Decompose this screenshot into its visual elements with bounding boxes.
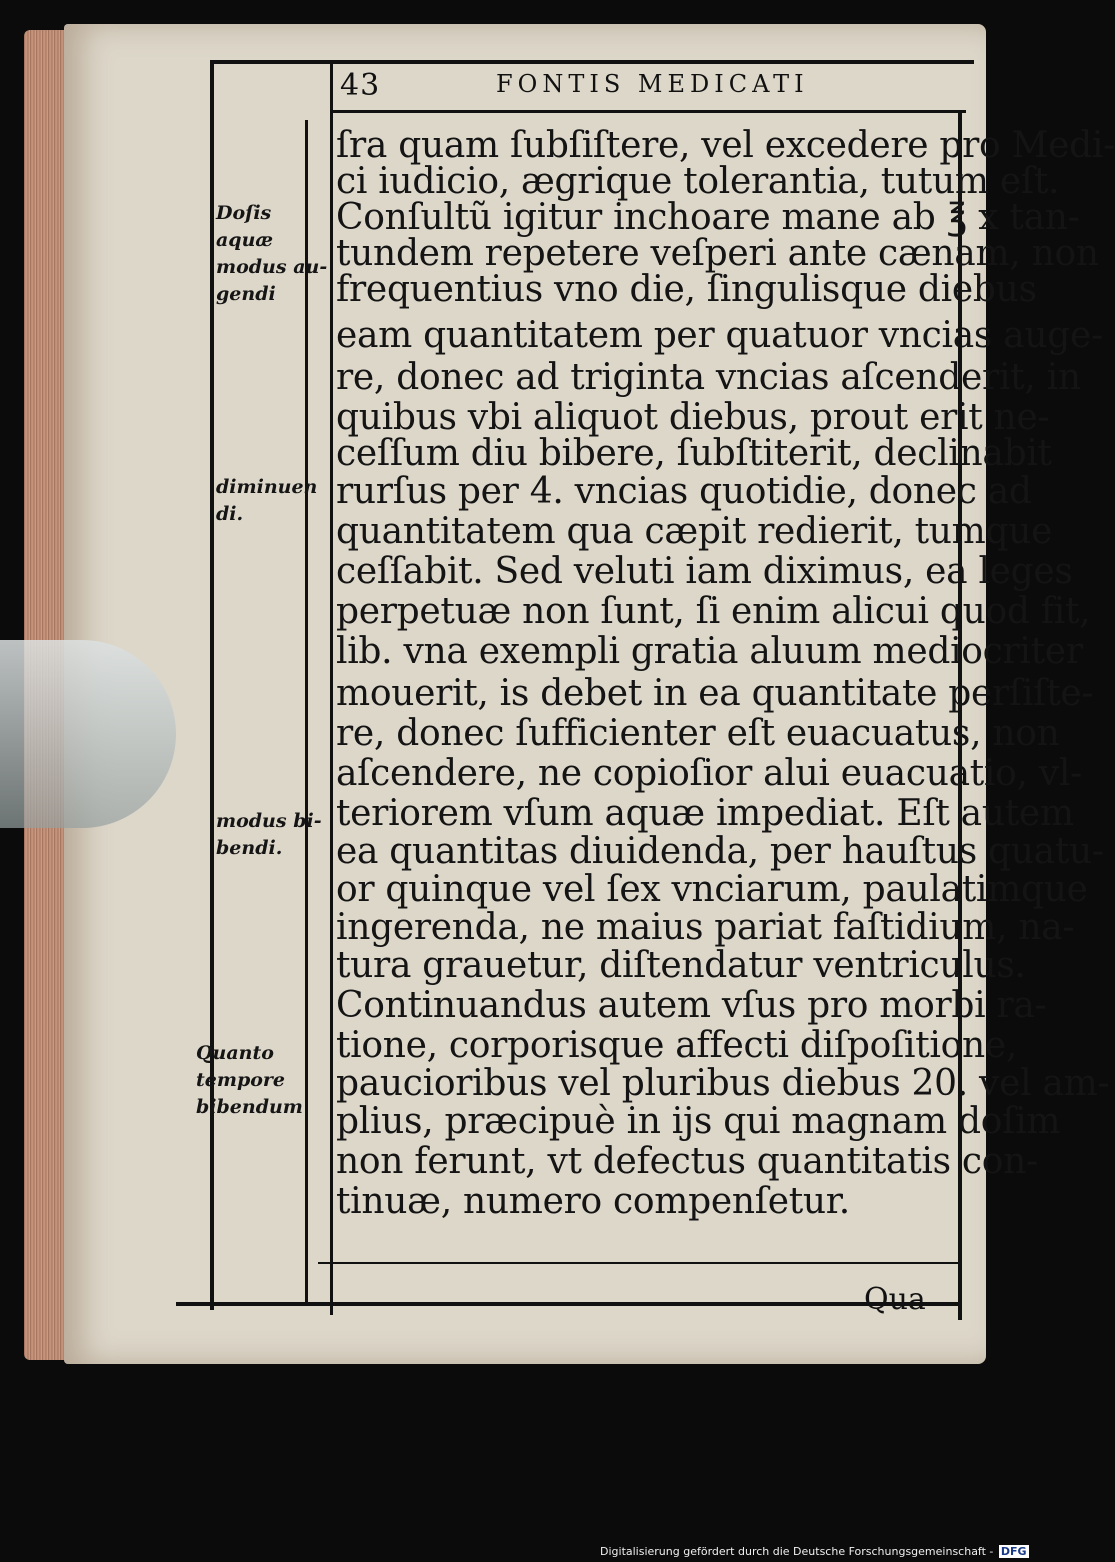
text-line: ci iudicio, ægrique tolerantia, tutum eſt. — [336, 161, 1060, 202]
text-line: tundem repetere veſperi ante cænam, non — [336, 233, 1099, 274]
text-line: plius, præcipuè in ijs qui magnam doſim — [336, 1101, 1061, 1142]
margin-note-line: di. — [216, 503, 244, 525]
text-line: non ferunt, vt defectus quantitatis con- — [336, 1141, 1038, 1182]
text-line: ea quantitas diuidenda, per hauſtus quatu- — [336, 831, 1104, 872]
margin-note-line: diminuen — [216, 476, 318, 498]
margin-note-line: Doſis — [216, 202, 272, 224]
text-line: tinuæ, numero compenſetur. — [336, 1181, 850, 1222]
margin-note-modus-bibendi — [216, 808, 322, 862]
margin-note-line: aquæ — [216, 229, 274, 251]
margin-note-dosis — [216, 200, 327, 308]
text-line: re, donec ad triginta vncias aſcenderit, in — [336, 357, 1081, 398]
text-line: tura grauetur, diſtendatur ventriculus. — [336, 945, 1026, 986]
frame-lower-rule — [176, 1302, 958, 1306]
text-line: tione, corporisque affecti diſpoſitione, — [336, 1025, 1018, 1066]
margin-note-line: modus bi- — [216, 810, 322, 832]
margin-note-line: gendi — [216, 283, 276, 305]
text-line: rurſus per 4. vncias quotidie, donec ad — [336, 471, 1032, 512]
dfg-logo: DFG — [1000, 1545, 1027, 1558]
page-number: 43 — [340, 68, 381, 103]
margin-note-quanto-tempore — [196, 1040, 303, 1121]
text-line: paucioribus vel pluribus diebus 20. vel am- — [336, 1063, 1110, 1104]
margin-note-line: modus au- — [216, 256, 328, 278]
text-line: quantitatem qua cæpit redierit, tumque — [336, 511, 1053, 552]
frame-header-rule — [330, 110, 966, 113]
margin-note-line: bendi. — [216, 837, 283, 859]
margin-note-line: tempore — [196, 1069, 286, 1091]
text-line: re, donec ſufficienter eſt euacuatus, non — [336, 713, 1060, 754]
credit-text: Digitalisierung gefördert durch die Deutsche Forschungsgemeinschaft - — [600, 1545, 994, 1558]
running-title: FONTIS MEDICATI — [496, 70, 809, 98]
frame-top-rule — [210, 60, 974, 64]
text-line: ingerenda, ne maius pariat faſtidium, na- — [336, 907, 1075, 948]
text-line: quibus vbi aliquot diebus, prout erit ne- — [336, 397, 1050, 438]
digitization-credit — [600, 1545, 1029, 1558]
text-line: lib. vna exempli gratia aluum mediocriter — [336, 631, 1083, 672]
text-line: Continuandus autem vſus pro morbi ra- — [336, 985, 1047, 1026]
text-line: mouerit, is debet in ea quantitate perſiſte- — [336, 673, 1094, 714]
text-line: perpetuæ non ſunt, ſi enim alicui quod fit, — [336, 591, 1091, 632]
margin-note-line: bibendum — [196, 1096, 303, 1118]
frame-bottom-rule — [318, 1262, 958, 1264]
text-line: ceſſabit. Sed veluti iam diximus, ea leges — [336, 551, 1073, 592]
margin-note-diminuendi — [216, 474, 317, 528]
text-line: eam quantitatem per quatuor vncias auge- — [336, 315, 1103, 356]
frame-text-left-rule — [330, 60, 333, 1315]
catchword: Qua — [864, 1282, 926, 1317]
text-line: teriorem vſum aquæ impediat. Eſt autem — [336, 793, 1074, 834]
text-line: or quinque vel ſex vnciarum, paulatimque — [336, 869, 1088, 910]
text-line: ceſſum diu bibere, ſubſtiterit, declinabit — [336, 433, 1052, 474]
text-line: ſra quam ſubſiſtere, vel excedere pro Medi- — [336, 125, 1115, 166]
frame-left-rule — [210, 60, 214, 1310]
text-line: Conſultũ igitur inchoare mane ab ℥ x tan- — [336, 197, 1080, 238]
text-line: aſcendere, ne copioſior alui euacuatio, vl- — [336, 753, 1082, 794]
margin-note-line: Quanto — [196, 1042, 274, 1064]
text-line: frequentius vno die, ſingulisque diebus — [336, 269, 1037, 310]
